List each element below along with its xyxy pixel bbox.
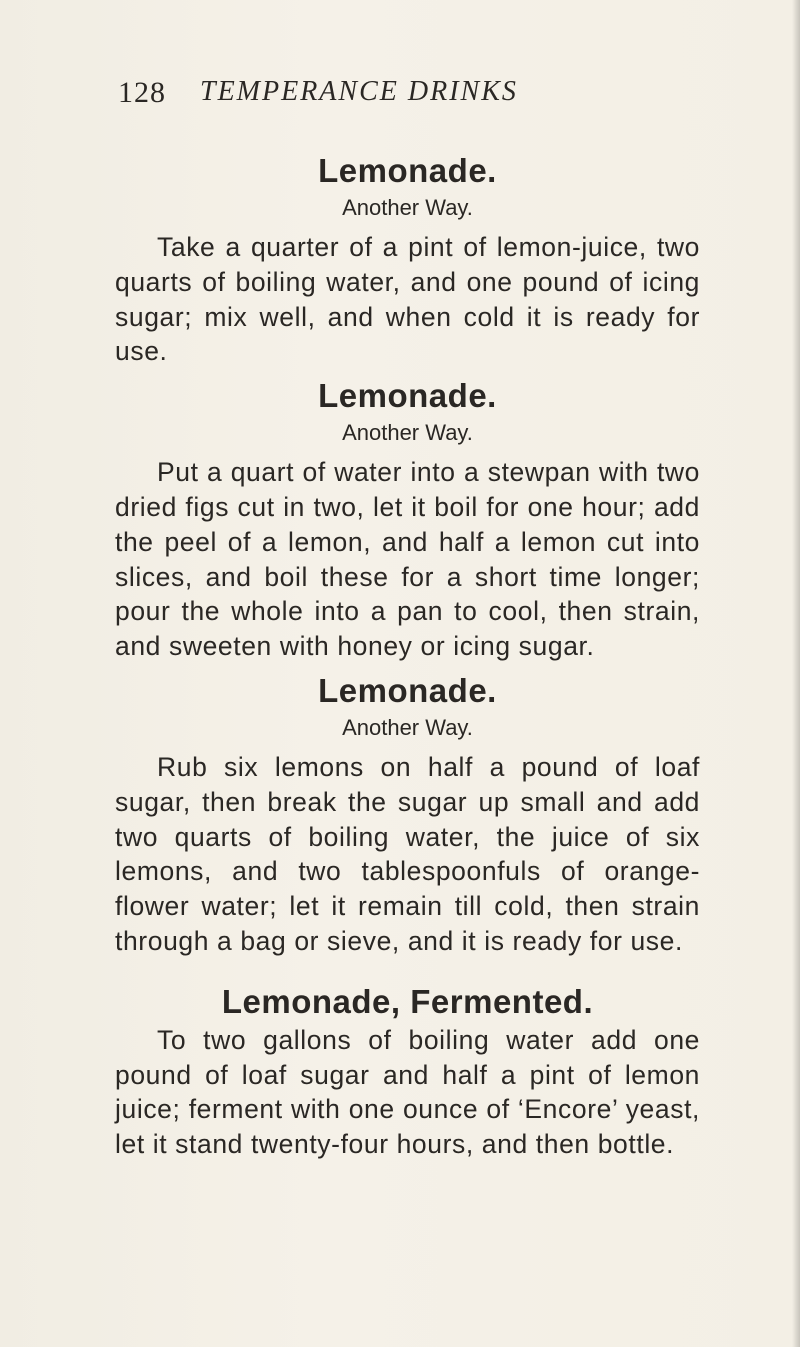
recipe-body: Rub six lemons on half a pound of loaf sugar, then break the sugar up small and add two quarts of boiling water, the juice of six lemons, and two tablespoonfuls of orange-flower water; let it remain till cold, then strain through a bag or sieve, and it is ready for use. (115, 751, 700, 956)
recipe-body: Put a quart of water into a stewpan with two dried figs cut in two, let it boil for one hour; add the peel of a lemon, and half a lemon cut into slices, and boil these for a short time longer; pour the whole into a pan to cool, then strain, and sweeten with honey or icing sugar. (115, 457, 700, 662)
page-edge-shadow (792, 0, 800, 1347)
recipe-body: Take a quarter of a pint of lemon-juice, two quarts of boiling water, and one pound of icing sugar; mix well, and when cold it is ready for use. (115, 232, 700, 367)
recipe-title: Lemonade. (318, 671, 497, 709)
recipe-subtitle: Another Way. (342, 714, 473, 740)
recipe-title: Lemonade, Fermented. (221, 982, 594, 1020)
recipe-lemonade-fermented (115, 981, 700, 1162)
recipe-lemonade-1 (115, 150, 700, 369)
page-number: 128 (118, 76, 166, 109)
recipe-subtitle: Another Way. (342, 195, 473, 220)
recipe-lemonade-3 (115, 670, 700, 959)
recipe-title: Lemonade. (318, 377, 497, 415)
recipe-subtitle: Another Way. (342, 420, 473, 446)
running-head (0, 76, 800, 116)
recipe-title: Lemonade. (318, 152, 497, 189)
recipe-body: To two gallons of boiling water add one pound of loaf sugar and half a pint of lemon juice; ferment with one ounce of ‘Encore’ yeast, let it stand twenty-four hours, and then bottle. (115, 1024, 700, 1160)
page-content (115, 150, 700, 1168)
running-title: TEMPERANCE DRINKS (200, 76, 518, 107)
recipe-lemonade-2 (115, 375, 700, 664)
